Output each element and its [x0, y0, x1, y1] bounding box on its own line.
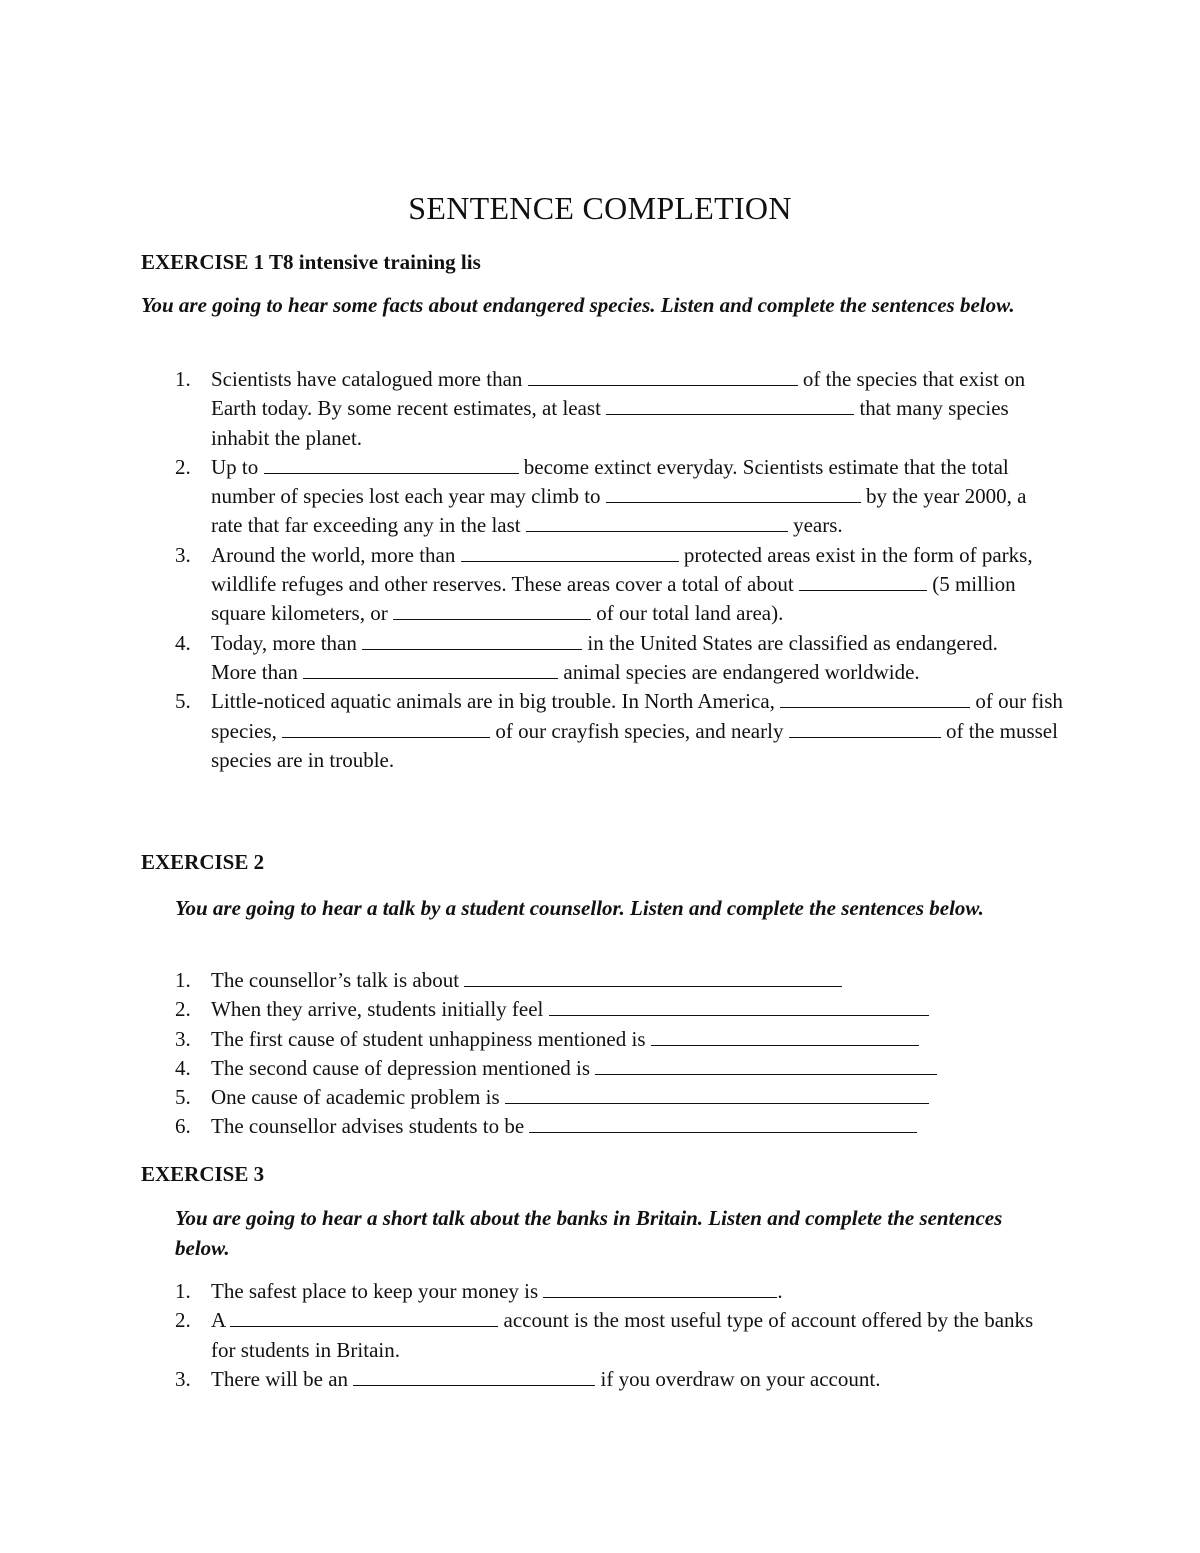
question-text: animal species are endangered worldwide. [563, 659, 920, 684]
question-text: that many species inhabit the planet. [211, 396, 1009, 450]
question-text: account is the most useful type of account offered by the banks for students in Britain. [211, 1308, 1034, 1362]
question-text: of the mussel species are in trouble. [211, 718, 1058, 772]
exercise-2-question-1 [0, 966, 1200, 995]
answer-blank[interactable] [789, 719, 941, 738]
exercise-3-instruction: You are going to hear a short talk about the banks in Britain. Listen and complete the sentences below. [175, 1206, 1003, 1260]
answer-blank[interactable] [461, 543, 679, 562]
question-text: There will be an [211, 1366, 349, 1391]
question-number: 1. [175, 1279, 191, 1303]
answer-blank[interactable] [353, 1367, 595, 1386]
exercise-1-questions [0, 365, 1200, 775]
answer-blank[interactable] [526, 513, 788, 532]
question-number: 4. [175, 630, 191, 655]
question-number: 1. [175, 968, 191, 992]
exercise-2-questions [0, 966, 1200, 1142]
question-text: A [211, 1308, 226, 1333]
question-text: of our fish species, [211, 689, 1063, 743]
exercise-2-question-6 [0, 1112, 1200, 1141]
question-text: of the species that exist on Earth today. By some recent estimates, at least [211, 367, 1026, 421]
question-number: 3. [175, 1366, 191, 1391]
exercise-1-question-3 [0, 541, 1071, 629]
question-number: 3. [175, 1026, 191, 1051]
question-text: The safest place to keep your money is [211, 1279, 539, 1303]
question-text: When they arrive, students initially feel [211, 997, 544, 1022]
question-text: Today, more than [211, 630, 357, 655]
exercise-3-question-3 [0, 1365, 1051, 1394]
question-text: Little-noticed aquatic animals are in big trouble. In North America, [211, 689, 775, 714]
question-number: 5. [175, 689, 191, 714]
answer-blank[interactable] [303, 660, 558, 679]
answer-blank[interactable] [595, 1056, 937, 1075]
exercise-3-heading: EXERCISE 3 [141, 1162, 265, 1186]
question-text: by the year 2000, a rate that far exceeding any in the last [211, 484, 1027, 538]
exercise-1-heading: EXERCISE 1 T8 intensive training lis [141, 250, 481, 274]
exercise-2-question-4 [0, 1054, 1200, 1083]
question-text: in the United States are classified as endangered. More than [211, 630, 998, 684]
exercise-2-question-5 [0, 1083, 1200, 1112]
exercise-2-question-2 [0, 995, 1200, 1024]
question-text: become extinct everyday. Scientists estimate that the total number of species lost each year may climb to [211, 454, 1009, 509]
answer-blank[interactable] [393, 601, 591, 620]
answer-blank[interactable] [606, 396, 854, 415]
question-text: The first cause of student unhappiness mentioned is [211, 1026, 646, 1051]
answer-blank[interactable] [543, 1279, 777, 1298]
exercise-1-question-4 [0, 629, 1031, 688]
question-text: if you overdraw on your account. [600, 1366, 881, 1391]
question-text: years. [793, 513, 843, 538]
question-number: 6. [175, 1114, 191, 1139]
question-number: 2. [175, 997, 191, 1022]
question-text: Scientists have catalogued more than [211, 367, 523, 391]
answer-blank[interactable] [362, 631, 582, 650]
exercise-3-question-2 [0, 1306, 1051, 1365]
question-number: 3. [175, 542, 191, 567]
question-text: Up to [211, 454, 259, 479]
exercise-1-question-1 [0, 365, 1051, 453]
question-text: (5 million square kilometers, or [211, 572, 1016, 626]
question-number: 2. [175, 1308, 191, 1333]
exercise-2-heading: EXERCISE 2 [141, 850, 265, 874]
exercise-2-instruction: You are going to hear a talk by a student counsellor. Listen and complete the sentences below. [175, 896, 984, 920]
exercise-1-question-5 [0, 687, 1063, 775]
page-title: SENTENCE COMPLETION [408, 190, 792, 226]
question-number: 5. [175, 1085, 191, 1110]
question-text: of our total land area). [596, 601, 784, 626]
question-text: The counsellor advises students to be [211, 1114, 525, 1139]
question-number: 1. [175, 367, 191, 391]
question-text: protected areas exist in the form of parks, wildlife refuges and other reserves. These areas cover a total of about [211, 542, 1033, 597]
exercise-2-question-3 [0, 1025, 1200, 1054]
exercise-1-question-2 [0, 453, 1061, 541]
answer-blank[interactable] [505, 1085, 929, 1104]
question-text: . [777, 1279, 783, 1303]
answer-blank[interactable] [264, 455, 519, 474]
answer-blank[interactable] [230, 1308, 498, 1327]
answer-blank[interactable] [651, 1027, 919, 1046]
answer-blank[interactable] [282, 719, 490, 738]
answer-blank[interactable] [549, 997, 929, 1016]
exercise-3-question-1 [0, 1277, 1051, 1306]
question-text: One cause of academic problem is [211, 1085, 500, 1110]
answer-blank[interactable] [780, 689, 970, 708]
question-text: The second cause of depression mentioned is [211, 1055, 591, 1080]
answer-blank[interactable] [606, 484, 861, 503]
question-number: 2. [175, 454, 191, 479]
question-number: 4. [175, 1055, 191, 1080]
answer-blank[interactable] [528, 367, 798, 386]
question-text: of our crayfish species, and nearly [495, 718, 784, 743]
exercise-3-questions [0, 1277, 1200, 1394]
answer-blank[interactable] [529, 1114, 917, 1133]
answer-blank[interactable] [464, 968, 842, 987]
exercise-1-instruction: You are going to hear some facts about endangered species. Listen and complete the sentences below. [141, 293, 1015, 317]
answer-blank[interactable] [799, 572, 927, 591]
question-text: Around the world, more than [211, 542, 456, 567]
question-text: The counsellor’s talk is about [211, 968, 460, 992]
